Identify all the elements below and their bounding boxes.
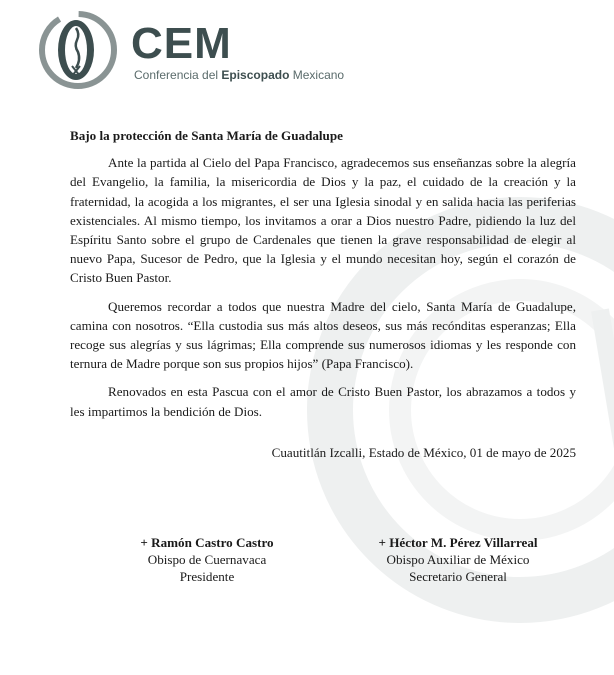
cem-logo: [36, 10, 356, 90]
signer-title: Presidente: [179, 569, 235, 584]
signature-secretary: [348, 534, 568, 585]
signer-name: + Héctor M. Pérez Villarreal: [378, 535, 538, 550]
signer-name: + Ramón Castro Castro: [140, 535, 274, 550]
signature-president: [112, 534, 302, 585]
place-date: Cuautitlán Izcalli, Estado de México, 01 de mayo de 2025: [271, 444, 576, 460]
logo-subtitle-post: Mexicano: [289, 68, 345, 82]
letter-body: [70, 126, 576, 462]
signer-role: Obispo de Cuernavaca: [147, 552, 267, 567]
signer-title: Secretario General: [409, 569, 507, 584]
logo-subtitle-bold: Episcopado: [221, 68, 290, 82]
letter-paragraph-3: Renovados en esta Pascua con el amor de Cristo Buen Pastor, los abrazamos a todos y les impartimos la bendición de Dios.: [70, 384, 576, 419]
logo-subtitle: [134, 68, 344, 82]
logo-subtitle-pre: Conferencia del: [134, 68, 222, 82]
signer-role: Obispo Auxiliar de México: [386, 552, 530, 567]
cem-emblem-icon: [36, 10, 124, 90]
logo-acronym: CEM: [131, 19, 232, 68]
letter-heading: Bajo la protección de Santa María de Guadalupe: [70, 128, 343, 143]
signature-block: [70, 534, 576, 594]
letter-paragraph-1: Ante la partida al Cielo del Papa Francisco, agradecemos sus enseñanzas sobre la alegría del Evangelio, la familia, la misericordia de Dios y la paz, el cuidado de la creación y la fraternidad, la acogida a los migrantes, el ser una Iglesia sinodal y en salida hacia las periferias existenciales. Al mismo tiempo, los invitamos a orar a Dios nuestro Padre, pidiendo la luz del Espíritu Santo sobre el grupo de Cardenales que tienen la grave responsabilidad de elegir al nuevo Papa, Sucesor de Pedro, que la Iglesia y el mundo necesitan hoy, según el corazón de Cristo Buen Pastor.: [70, 155, 576, 286]
letter-paragraph-2: Queremos recordar a todos que nuestra Madre del cielo, Santa María de Guadalupe, camina con nosotros. “Ella custodia sus más altos deseos, sus más recónditas esperanzas; Ella recoge sus alegrías y sus lágrimas; Ella comprende sus numerosos idiomas y les responde con ternura de Madre porque son sus propios hijos” (Papa Francisco).: [70, 298, 576, 372]
